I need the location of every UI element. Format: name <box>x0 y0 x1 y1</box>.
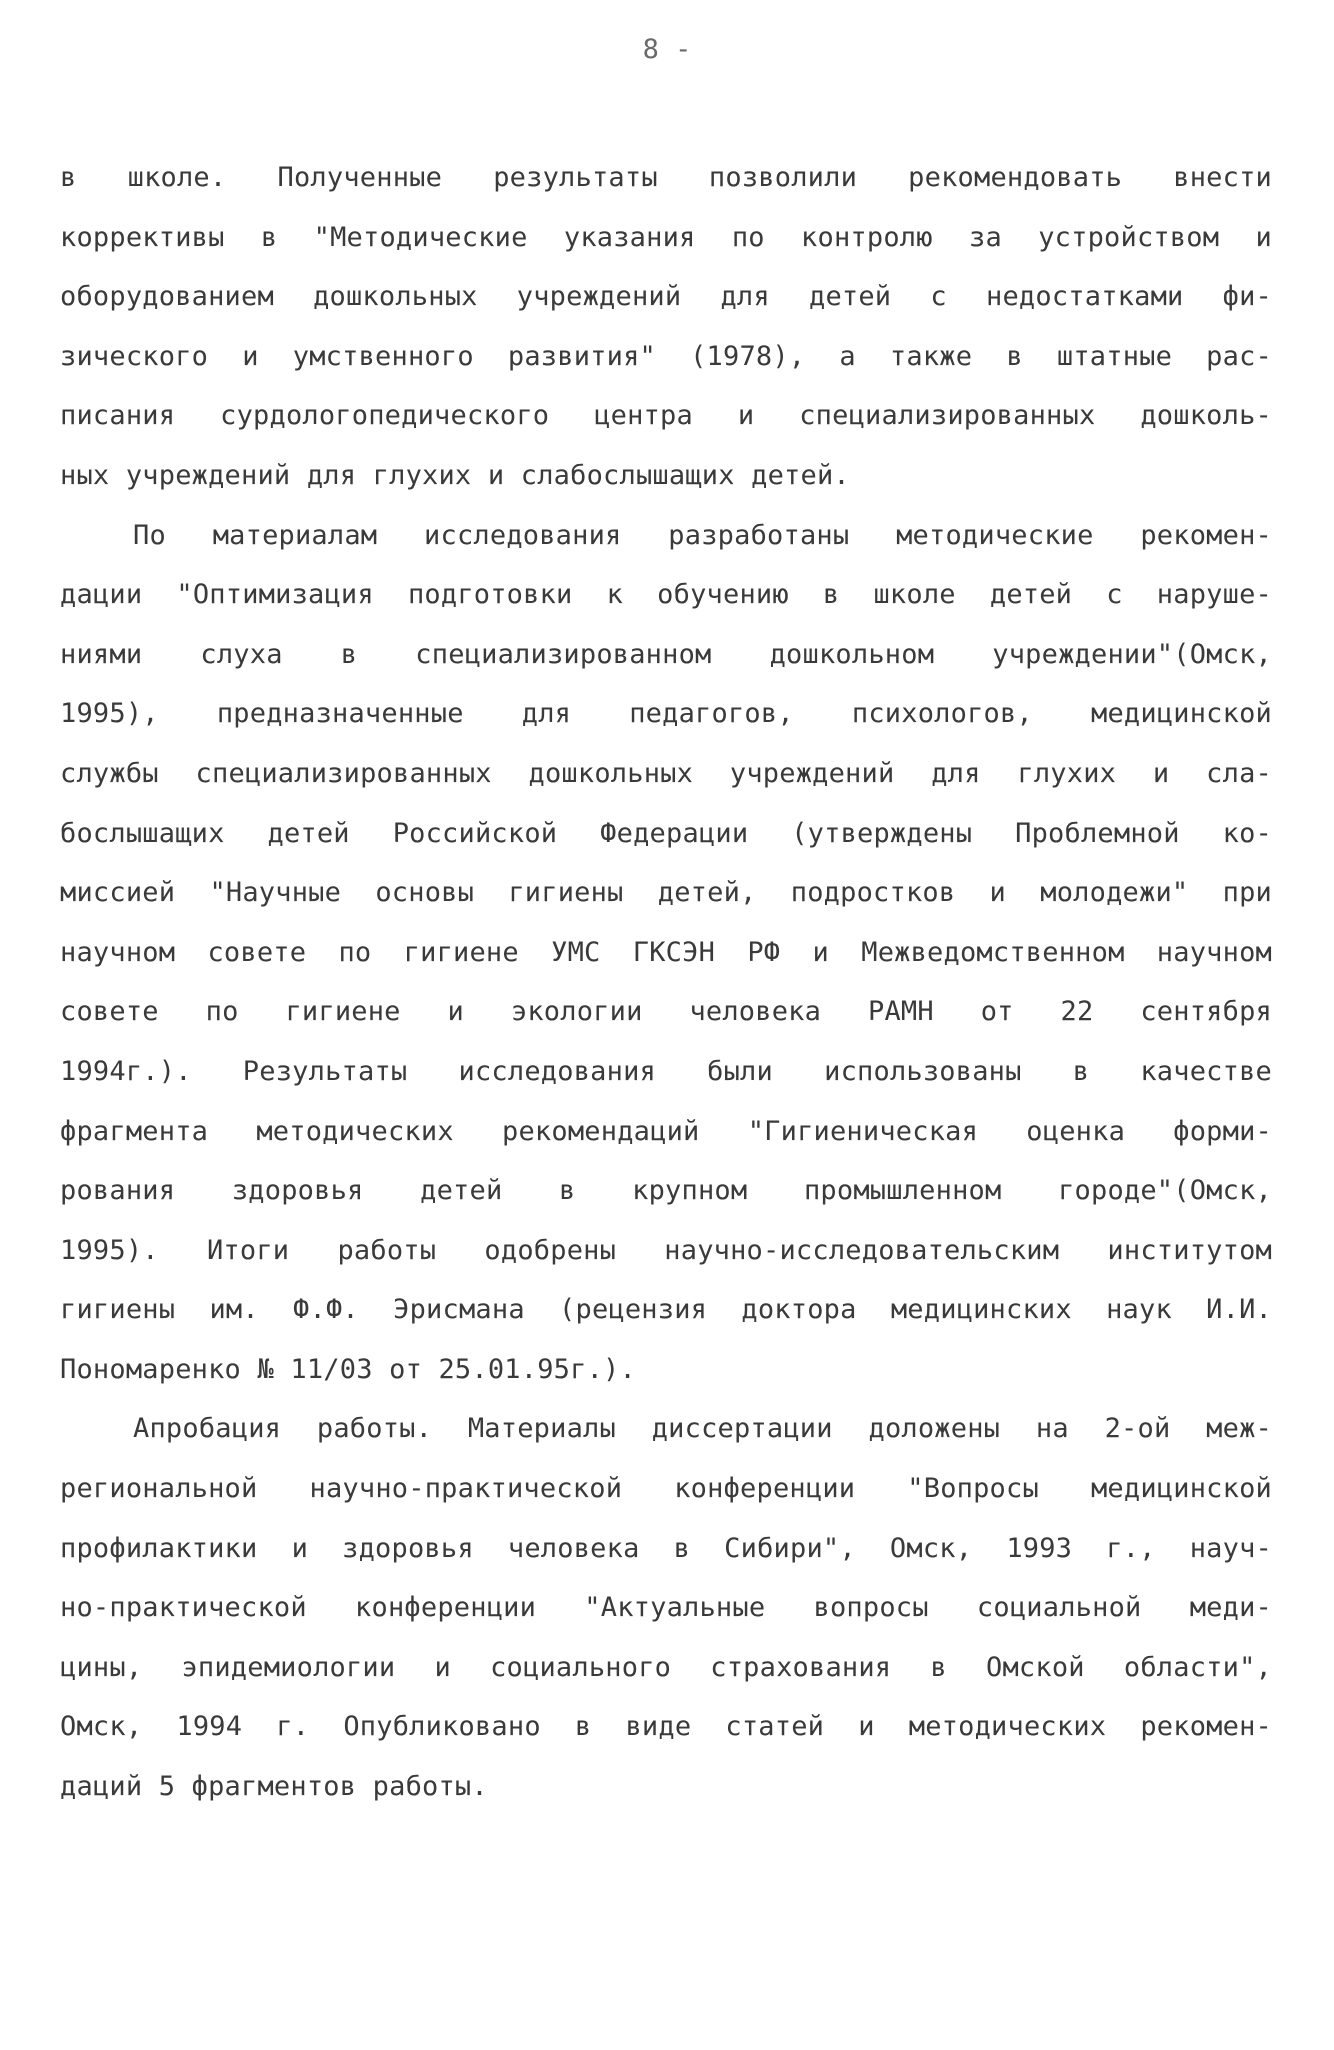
text-line: 1995), предназначенные для педагогов, психологов, медицинской <box>60 698 1272 730</box>
text-line: ниями слуха в специализированном дошкольном учреждении"(Омск, <box>60 638 1272 670</box>
text-line: рования здоровья детей в крупном промышленном городе"(Омск, <box>60 1175 1272 1207</box>
text-line: коррективы в "Методические указания по контролю за устройством и <box>60 221 1272 253</box>
paragraph-1 <box>60 148 1272 506</box>
paragraph-3 <box>60 1399 1272 1816</box>
text-line: гигиены им. Ф.Ф. Эрисмана (рецензия доктора медицинских наук И.И. <box>60 1294 1272 1326</box>
text-line: зического и умственного развития" (1978), а также в штатные рас- <box>60 340 1272 372</box>
text-line: оборудованием дошкольных учреждений для детей с недостатками фи- <box>60 281 1272 313</box>
text-line: Апробация работы. Материалы диссертации доложены на 2-ой меж- <box>133 1413 1272 1445</box>
text-line: писания сурдологопедического центра и специализированных дошколь- <box>60 400 1272 432</box>
text-line: 1995). Итоги работы одобрены научно-исследовательским институтом <box>60 1234 1272 1266</box>
text-line: 1994г.). Результаты исследования были использованы в качестве <box>60 1055 1272 1087</box>
text-line: в школе. Полученные результаты позволили рекомендовать внести <box>60 162 1272 193</box>
text-line: научном совете по гигиене УМС ГКСЭН РФ и Межведомственном научном <box>60 936 1272 968</box>
body-text <box>60 148 1272 1817</box>
text-line: ных учреждений для глухих и слабослышащих детей. <box>60 459 850 491</box>
text-line: цины, эпидемиологии и социального страхования в Омской области", <box>60 1651 1272 1683</box>
page-number: 8 - <box>642 34 692 65</box>
text-line: даций 5 фрагментов работы. <box>60 1771 488 1803</box>
text-line: По материалам исследования разработаны методические рекомен- <box>133 519 1272 551</box>
text-line: дации "Оптимизация подготовки к обучению в школе детей с наруше- <box>60 579 1272 611</box>
text-line: фрагмента методических рекомендаций "Гигиеническая оценка форми- <box>60 1115 1272 1147</box>
text-line: региональной научно-практической конференции "Вопросы медицинской <box>60 1473 1272 1505</box>
text-line: Пономаренко № 11/03 от 25.01.95г.). <box>60 1353 636 1385</box>
text-line: миссией "Научные основы гигиены детей, подростков и молодежи" при <box>60 877 1272 909</box>
text-line: бослышащих детей Российской Федерации (утверждены Проблемной ко- <box>60 817 1272 849</box>
text-line: профилактики и здоровья человека в Сибири", Омск, 1993 г., науч- <box>60 1532 1272 1564</box>
text-line: Омск, 1994 г. Опубликовано в виде статей и методических рекомен- <box>60 1711 1272 1743</box>
text-line: службы специализированных дошкольных учреждений для глухих и сла- <box>60 757 1272 789</box>
paragraph-2 <box>60 506 1272 1400</box>
text-line: совете по гигиене и экологии человека РАМН от 22 сентября <box>60 996 1272 1028</box>
text-line: но-практической конференции "Актуальные вопросы социальной меди- <box>60 1592 1272 1624</box>
